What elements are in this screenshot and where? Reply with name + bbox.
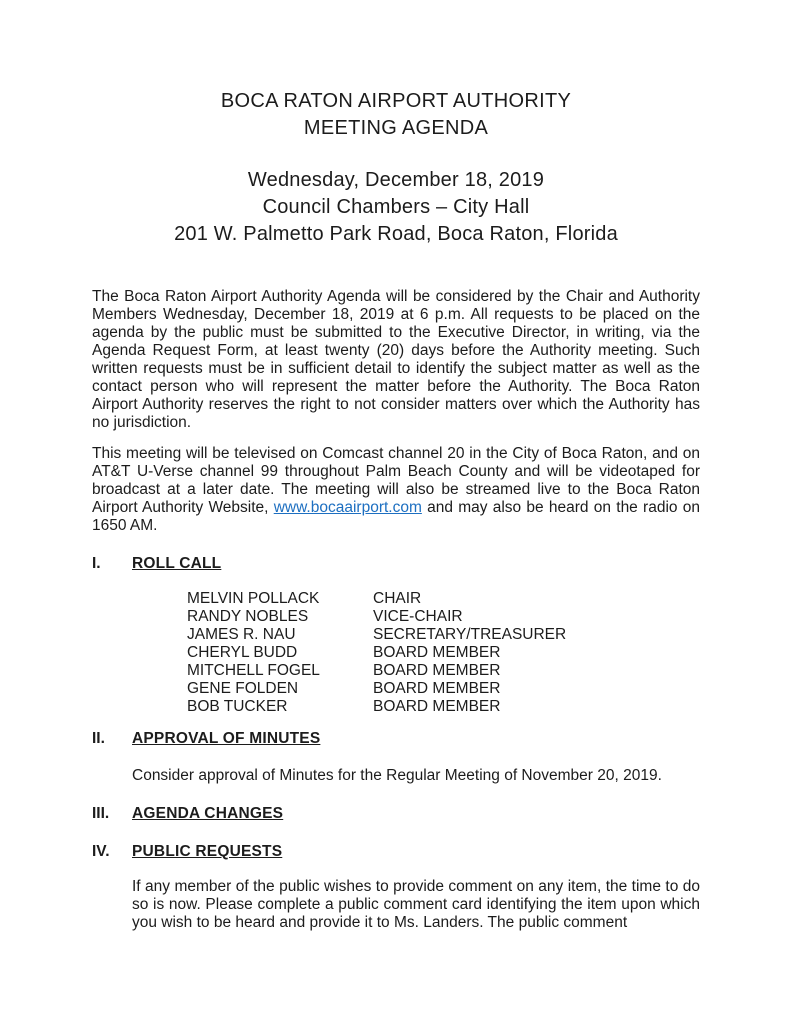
approval-of-minutes-body: Consider approval of Minutes for the Regular Meeting of November 20, 2019. (132, 767, 662, 784)
section-public-requests-numeral: IV. (92, 843, 110, 860)
member-role: BOARD MEMBER (373, 680, 501, 697)
roll-call-row (187, 680, 700, 698)
member-name: MELVIN POLLACK (187, 590, 320, 607)
intro-paragraph: The Boca Raton Airport Authority Agenda will be considered by the Chair and Authority Members Wednesday, December 18, 2019 at 6 p.m. All requests to be placed on the agenda by the public must be submitted to the Executive Director, in writing, via the Agenda Request Form, at least twenty (20) days before the Authority meeting. Such written requests must be in sufficient detail to identify the subject matter as well as the contact person who will represent the matter before the Authority. The Boca Raton Airport Authority reserves the right to not consider matters over which the Authority has no jurisdiction. (92, 288, 700, 431)
website-link[interactable]: www.bocaairport.com (273, 499, 422, 516)
member-role: SECRETARY/TREASURER (373, 626, 567, 643)
member-role: BOARD MEMBER (373, 644, 501, 661)
document-header (92, 88, 700, 248)
member-name: RANDY NOBLES (187, 608, 309, 625)
member-name: JAMES R. NAU (187, 626, 296, 643)
roll-call-row (187, 644, 700, 662)
roll-call-row (187, 662, 700, 680)
section-roll-call-title: ROLL CALL (132, 555, 222, 572)
section-agenda-changes-heading (92, 805, 700, 823)
member-role: VICE-CHAIR (373, 608, 463, 625)
broadcast-text-after-link: and may also be heard on the radio on 1650 AM. (92, 499, 700, 534)
roll-call-row (187, 698, 700, 716)
section-agenda-changes-title: AGENDA CHANGES (132, 805, 284, 822)
roll-call-member-list (187, 590, 700, 716)
meeting-location: Council Chambers – City Hall (262, 196, 530, 218)
section-agenda-changes-numeral: III. (92, 805, 110, 822)
public-requests-body: If any member of the public wishes to provide comment on any item, the time to do so is now. Please complete a public comment card identifying the item upon which you wish to be heard and provide it to Ms. Landers. The public comment (132, 878, 700, 931)
broadcast-paragraph (92, 445, 700, 535)
member-name: BOB TUCKER (187, 698, 288, 715)
member-role: BOARD MEMBER (373, 698, 501, 715)
document-title-line1: BOCA RATON AIRPORT AUTHORITY (220, 90, 572, 112)
section-approval-of-minutes-numeral: II. (92, 730, 105, 747)
meeting-info-block (92, 167, 700, 248)
member-role: CHAIR (373, 590, 422, 607)
document-title-line2: MEETING AGENDA (303, 117, 489, 139)
member-name: CHERYL BUDD (187, 644, 298, 661)
section-approval-of-minutes-title: APPROVAL OF MINUTES (132, 730, 321, 747)
member-role: BOARD MEMBER (373, 662, 501, 679)
section-public-requests-title: PUBLIC REQUESTS (132, 843, 283, 860)
section-public-requests-heading (92, 843, 700, 861)
member-name: MITCHELL FOGEL (187, 662, 320, 679)
meeting-address: 201 W. Palmetto Park Road, Boca Raton, Florida (174, 223, 618, 245)
section-roll-call-numeral: I. (92, 555, 101, 572)
roll-call-row (187, 590, 700, 608)
broadcast-text-before-link: This meeting will be televised on Comcast channel 20 in the City of Boca Raton, and on AT&T U-Verse channel 99 throughout Palm Beach County and will be videotaped for broadcast at a later date. The meeting will also be streamed live to the Boca Raton Airport Authority Website, (92, 445, 700, 516)
meeting-date: Wednesday, December 18, 2019 (247, 169, 545, 191)
section-roll-call-heading (92, 555, 700, 573)
section-approval-of-minutes-heading (92, 730, 700, 748)
roll-call-row (187, 626, 700, 644)
roll-call-row (187, 608, 700, 626)
member-name: GENE FOLDEN (187, 680, 299, 697)
